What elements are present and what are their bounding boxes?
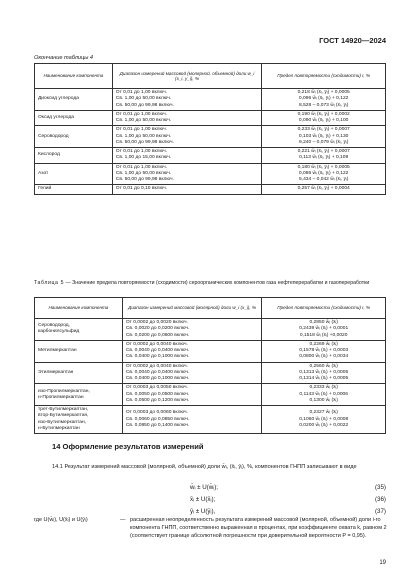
measurement-range-line: Св. 0,0020 до 0,0200 включ.	[125, 326, 190, 332]
equation-36: x̄ᵢ ± U(x̄ᵢ);	[190, 496, 216, 503]
repeatability-formula-line: 0,0800 w̄ᵢ (x̄ᵢ) + 0,0034	[299, 354, 349, 360]
table-row	[35, 89, 386, 111]
col-header-range: Диапазон измерений массовой (молярной) доли w_i (x_i), %	[122, 298, 262, 319]
table-row	[35, 163, 386, 185]
repeatability-formula-line: 0,180 w̄ᵢ (x̄ᵢ, ȳᵢ) + 0,0005	[297, 164, 350, 170]
component-name: Оксид углерода	[35, 110, 113, 126]
measurement-range-line: От 0,0003 до 0,0060 включ.	[125, 410, 188, 416]
measurement-range-line: От 0,0002 до 0,0040 включ.	[125, 341, 188, 347]
repeatability-formula-line: 0,1578 w̄ᵢ (x̄ᵢ) + 0,0003	[299, 348, 349, 354]
measurement-range	[112, 126, 262, 148]
table-row	[35, 185, 386, 194]
measurement-range-line: От 0,0002 до 0,0040 включ.	[125, 363, 188, 369]
repeatability-formula-line: 0,218 w̄ᵢ (x̄ᵢ, ȳᵢ) + 0,0005	[297, 90, 350, 95]
repeatability-formula-line: 0,2560 w̄ᵢ (x̄ᵢ)	[309, 363, 338, 369]
table-row	[35, 148, 386, 164]
col-header-repeatability: Предел повторяемости (сходимости) r, %	[262, 298, 386, 319]
component-name-line: карбонилсульфид	[38, 329, 80, 335]
measurement-range-line: Св. 1,00 до 50,00 включ.	[115, 118, 172, 124]
repeatability-formula-line: 0,113 w̄ᵢ (x̄ᵢ, ȳᵢ) + 0,109	[299, 155, 349, 161]
measurement-range	[122, 362, 262, 384]
measurement-range-line: Св. 50,00 до 99,98 включ.	[115, 102, 174, 108]
measurement-range-line: Св. 0,0400 до 0,1000 включ.	[125, 376, 190, 382]
measurement-range	[112, 185, 262, 194]
table-5-caption	[34, 280, 389, 287]
table-continuation-note: Окончание таблицы 4	[34, 55, 94, 61]
table-5	[34, 297, 386, 434]
measurement-range	[122, 384, 262, 406]
measurement-range	[112, 89, 262, 111]
measurement-range	[112, 163, 262, 185]
table-row	[35, 406, 386, 434]
repeatability-formula-line: 0,2439 w̄ᵢ (x̄ᵢ) + 0,0001	[299, 326, 349, 332]
repeatability-formula	[262, 110, 386, 126]
measurement-range-line: Св. 0,0050 до 0,0500 включ.	[125, 391, 190, 397]
repeatability-formula	[262, 126, 386, 148]
repeatability-formula-line: 0,096 w̄ᵢ (x̄ᵢ, ȳᵢ) + 0,122	[298, 96, 349, 102]
table-row	[35, 126, 386, 148]
repeatability-formula-line: 0,1060 w̄ᵢ (x̄ᵢ) + 0,0008	[299, 416, 349, 422]
component-name: Кислород	[35, 148, 113, 164]
col-header-repeatability: Предел повторяемости (сходимости) r, %	[262, 64, 386, 89]
table-header-row	[35, 298, 386, 319]
repeatability-formula	[262, 185, 386, 194]
standard-code: ГОСТ 14920—2024	[319, 36, 386, 45]
where-label: где U(w̄ᵢ), U(x̄ᵢ) и U(ȳᵢ)	[34, 517, 88, 523]
repeatability-formula-line: 0,103 w̄ᵢ (x̄ᵢ, ȳᵢ) + 0,130	[298, 133, 349, 139]
table-row	[35, 384, 386, 406]
component-name: Сероводород	[35, 126, 113, 148]
repeatability-formula	[262, 340, 386, 362]
component-name-line: трет-Бутилмеркаптан,	[38, 407, 89, 413]
repeatability-formula-line: 0,221 w̄ᵢ (x̄ᵢ, ȳᵢ) + 0,0007	[297, 149, 350, 155]
repeatability-formula	[262, 384, 386, 406]
table-row	[35, 319, 386, 341]
measurement-range-line: Св. 0,0040 до 0,0400 включ.	[125, 369, 190, 375]
repeatability-formula	[262, 89, 386, 111]
component-name	[35, 319, 123, 341]
equation-37: ȳᵢ ± U(ȳᵢ),	[190, 508, 216, 515]
repeatability-formula-line: 0,0200 w̄ᵢ (x̄ᵢ) + 0,0022	[299, 422, 349, 428]
where-definition: расширенная неопределенность результата измерений массовой (молярной, объемной) доли i-го компонента ГНПП, соответственно выраженная в процентах, при коэффициенте охвата k, равном 2 (соответствует границе абсолютной погрешности при доверительной вероятности P = 0,95).	[130, 517, 387, 539]
repeatability-formula-line: 0,233 w̄ᵢ (x̄ᵢ, ȳᵢ) + 0,0007	[297, 127, 350, 133]
measurement-range-line: От 0,01 до 1,00 включ.	[115, 164, 167, 170]
repeatability-formula-line: 0,1314 w̄ᵢ (x̄ᵢ) + 0,0005	[299, 376, 349, 382]
measurement-range-line: Св. 50,00 до 99,98 включ.	[115, 139, 174, 145]
component-name	[35, 340, 123, 362]
repeatability-formula-line: 9,240 – 0,079 w̄ᵢ (x̄ᵢ, ȳᵢ)	[298, 139, 349, 145]
measurement-range-line: Св. 1,00 до 15,00 включ.	[115, 155, 172, 161]
component-name-line: втор-Бутилмеркаптан,	[38, 413, 89, 419]
repeatability-formula-line: 0,2327 w̄ᵢ (x̄ᵢ)	[309, 410, 338, 416]
measurement-range	[122, 319, 262, 341]
repeatability-formula-line: 0,090 w̄ᵢ (x̄ᵢ, ȳᵢ) + 0,100	[298, 118, 349, 124]
repeatability-formula-line: 0,1143 w̄ᵢ (x̄ᵢ) + 0,0006	[299, 391, 348, 397]
measurement-range-line: От 0,01 до 1,00 включ.	[115, 90, 167, 95]
measurement-range-line: Св. 0,0060 до 0,0850 включ.	[125, 416, 190, 422]
component-name	[35, 406, 123, 434]
component-name: Азот	[35, 163, 113, 185]
equation-35: w̄ᵢ ± U(w̄ᵢ);	[190, 484, 219, 491]
col-header-component: Наименование компонента	[35, 64, 113, 89]
measurement-range-line: От 0,01 до 0,10 включ.	[115, 186, 167, 192]
table-5-label: Таблица 5	[34, 280, 65, 286]
repeatability-formula-line: 0,2333 w̄ᵢ (x̄ᵢ)	[309, 385, 338, 391]
measurement-range-line: От 0,0002 до 0,0020 включ.	[125, 320, 188, 325]
measurement-range	[122, 406, 262, 434]
component-name-line: н-Пропилмеркаптан	[38, 394, 84, 400]
repeatability-formula-line: 0,086 w̄ᵢ (x̄ᵢ, ȳᵢ) + 0,122	[298, 170, 349, 176]
measurement-range-line: Св. 0,0850 до 0,1400 включ.	[125, 422, 190, 428]
component-name: Гелий	[35, 185, 113, 194]
component-name	[35, 362, 123, 384]
col-header-component: Наименование компонента	[35, 298, 123, 319]
equation-number-36: (36)	[374, 496, 386, 503]
measurement-range-line: Св. 50,00 до 99,98 включ.	[115, 177, 174, 183]
measurement-range-line: От 0,01 до 1,00 включ.	[115, 127, 167, 133]
repeatability-formula-line: 0,190 w̄ᵢ (x̄ᵢ, ȳᵢ) + 0,0002	[297, 111, 350, 117]
col-header-range: Диапазон измерений массовой (молярной, объемной) доли w_i (x_i, y_i), %	[112, 64, 262, 89]
table-row	[35, 362, 386, 384]
repeatability-formula-line: 0,1313 w̄ᵢ (x̄ᵢ) + 0,0005	[299, 369, 349, 375]
table-row	[35, 340, 386, 362]
where-dash: —	[120, 517, 126, 523]
table-5-caption-text: — Значение предела повторяемости (сходимости) сероорганических компонентов газа нефтеперерабатки и газопереработки	[64, 280, 370, 286]
repeatability-formula-line: 8,528 – 0,073 w̄ᵢ (x̄ᵢ, ȳᵢ)	[298, 102, 349, 108]
component-name-line: изо-Бутилмеркаптан,	[38, 419, 87, 425]
repeatability-formula-line: 0,257 w̄ᵢ (x̄ᵢ, ȳᵢ) + 0,0004	[297, 186, 350, 192]
equation-number-37: (37)	[374, 508, 386, 515]
repeatability-formula	[262, 362, 386, 384]
repeatability-formula-line: 0,2850 w̄ᵢ (x̄ᵢ)	[309, 320, 338, 325]
measurement-range-line: Св. 0,0200 до 0,0600 включ.	[125, 332, 190, 338]
component-name: Диоксид углерода	[35, 89, 113, 111]
measurement-range-line: Св. 1,00 до 50,00 включ.	[115, 96, 172, 102]
section-heading: 14 Оформление результатов измерений	[52, 442, 204, 451]
measurement-range-line: Св. 1,00 до 50,00 включ.	[115, 170, 172, 176]
table-row	[35, 110, 386, 126]
measurement-range	[112, 148, 262, 164]
measurement-range	[112, 110, 262, 126]
measurement-range-line: От 0,01 до 1,00 включ.	[115, 111, 167, 117]
measurement-range-line: От 0,01 до 1,00 включ.	[115, 149, 167, 155]
repeatability-formula-line: 0,1300 w̄ᵢ (x̄ᵢ)	[309, 397, 338, 403]
table-header-row	[35, 64, 386, 89]
measurement-range	[122, 340, 262, 362]
repeatability-formula	[262, 406, 386, 434]
measurement-range-line: Св. 0,0400 до 0,1000 включ.	[125, 354, 190, 360]
repeatability-formula-line: 5,434 – 0,042 w̄ᵢ (x̄ᵢ, ȳᵢ)	[298, 177, 349, 183]
component-name	[35, 384, 123, 406]
measurement-range-line: Св. 0,0040 до 0,0400 включ.	[125, 348, 190, 354]
repeatability-formula	[262, 163, 386, 185]
table-4-continuation	[34, 63, 386, 195]
component-name-line: изо-Пропилмеркаптан,	[38, 388, 90, 394]
repeatability-formula-line: 0,1518 w̄ᵢ (x̄ᵢ) +0,0020	[299, 332, 348, 338]
measurement-range-line: Св. 1,00 до 50,00 включ.	[115, 133, 172, 139]
component-name-line: Этилмеркаптан	[38, 369, 74, 375]
repeatability-formula-line: 0,2269 w̄ᵢ (x̄ᵢ)	[309, 341, 338, 347]
measurement-range-line: От 0,0003 до 0,0050 включ.	[125, 385, 188, 391]
component-name-line: Метилмеркаптан	[38, 348, 77, 354]
repeatability-formula	[262, 319, 386, 341]
equation-number-35: (35)	[374, 484, 386, 491]
measurement-range-line: Св. 0,0500 до 0,1200 включ.	[125, 397, 190, 403]
page-number: 19	[379, 560, 386, 566]
repeatability-formula	[262, 148, 386, 164]
section-paragraph: 14.1 Результат измерений массовой (молярной, объемной) доли w̄ᵢ, (x̄ᵢ, ȳᵢ), %, компонентов ГНПП записывают в виде	[52, 464, 357, 470]
component-name-line: н-Бутилмеркаптан	[38, 425, 80, 431]
component-name-line: Сероводород,	[38, 323, 70, 329]
